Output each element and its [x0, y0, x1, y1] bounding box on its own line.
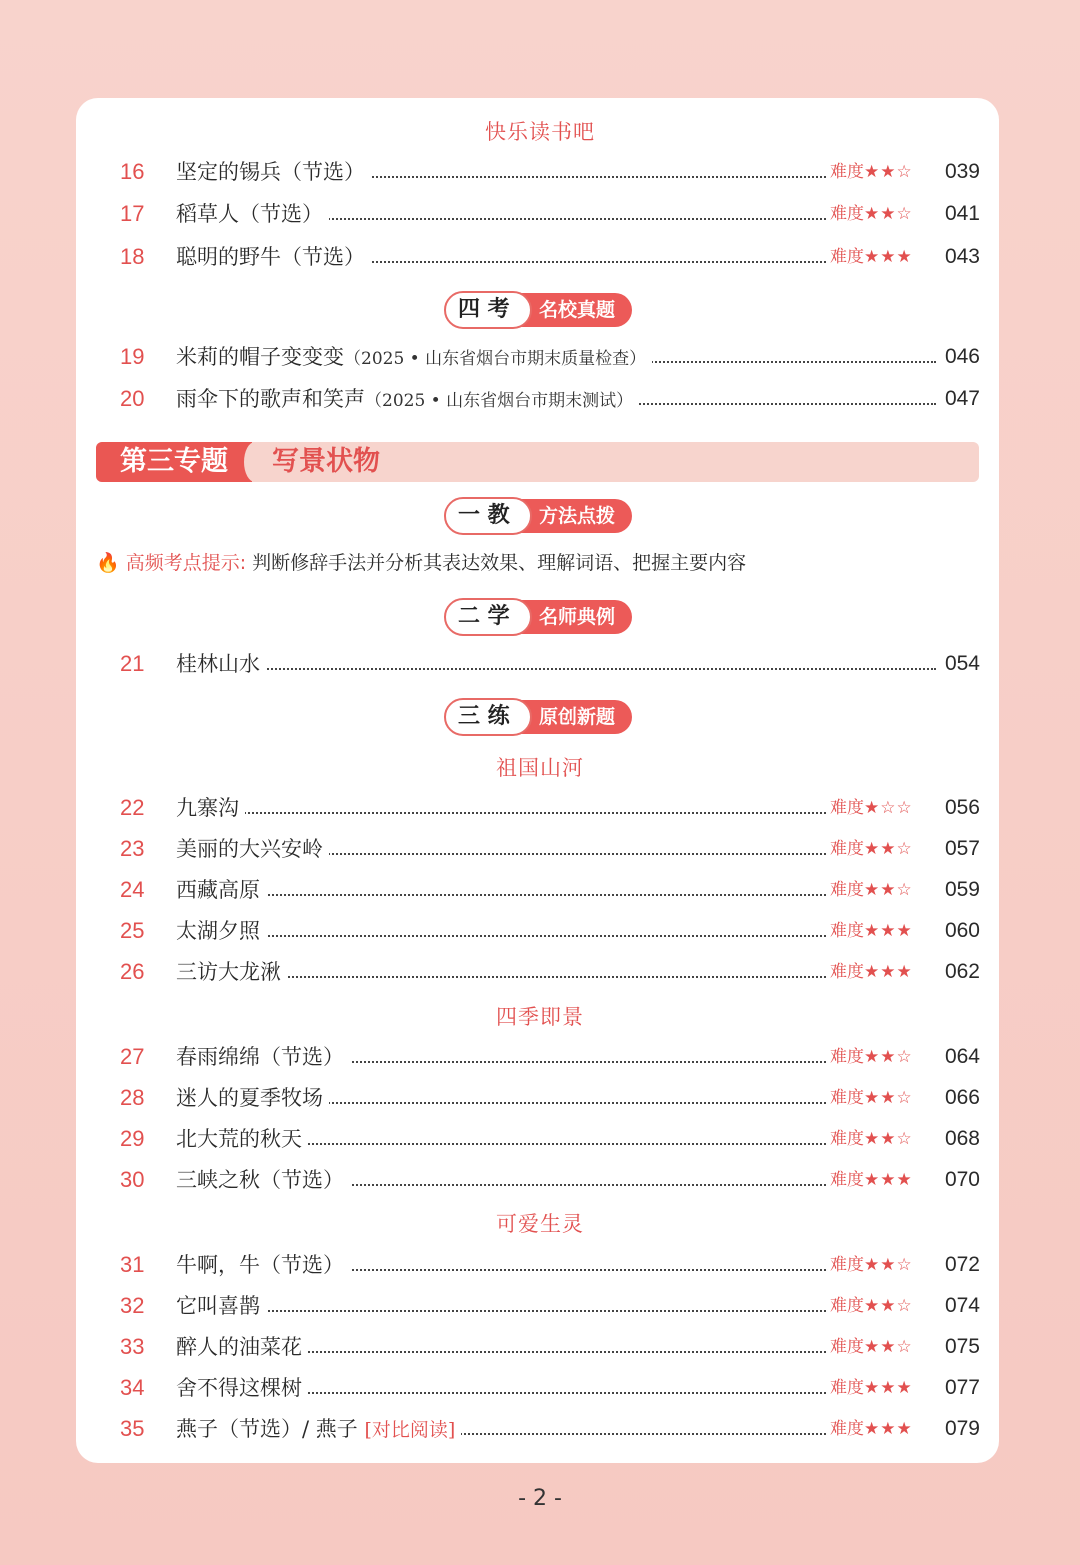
- entry-title: [176, 382, 639, 418]
- toc-entry-32[interactable]: [120, 1289, 980, 1323]
- page-ref: 059: [944, 878, 980, 901]
- star-icons: ★★☆: [864, 880, 913, 900]
- page-ref: 066: [944, 1086, 980, 1109]
- page-ref: 074: [944, 1294, 980, 1317]
- tip-text: 判断修辞手法并分析其表达效果、理解词语、把握主要内容: [252, 552, 747, 574]
- entry-number: 28: [120, 1085, 145, 1110]
- difficulty-rating: [830, 1371, 936, 1405]
- page-ref: 062: [944, 960, 980, 983]
- page-ref: 043: [944, 245, 980, 268]
- difficulty-rating: [830, 1122, 936, 1156]
- badge-left-label: 二 学: [444, 598, 532, 636]
- section-header: [96, 442, 979, 482]
- group-heading-siji: 四季即景: [496, 1005, 584, 1029]
- difficulty-label: 难度: [830, 1419, 864, 1439]
- entry-title: 九寨沟: [176, 791, 245, 825]
- star-icons: ★★★: [864, 1170, 913, 1190]
- badge-yi-jiao: [444, 497, 632, 535]
- page-ref: 077: [944, 1376, 980, 1399]
- flame-icon: 🔥: [96, 552, 120, 574]
- toc-entry-27[interactable]: [120, 1040, 980, 1074]
- difficulty-rating: [830, 1163, 936, 1197]
- star-icons: ★★☆: [864, 204, 913, 224]
- entry-title-text: 燕子（节选）/ 燕子: [176, 1417, 358, 1441]
- difficulty-rating: [830, 955, 936, 989]
- group-heading-kuaile: 快乐读书吧: [485, 120, 595, 144]
- entry-title: 它叫喜鹊: [176, 1289, 266, 1323]
- page-ref: 060: [944, 919, 980, 942]
- entry-title: 聪明的野牛（节选）: [176, 240, 371, 274]
- entry-title: 迷人的夏季牧场: [176, 1081, 329, 1115]
- toc-entry-25[interactable]: [120, 914, 980, 948]
- star-icons: ★★☆: [864, 1337, 913, 1357]
- difficulty-label: 难度: [830, 1378, 864, 1398]
- toc-entry-28[interactable]: [120, 1081, 980, 1115]
- difficulty-rating: [830, 1289, 936, 1323]
- toc-entry-29[interactable]: [120, 1122, 980, 1156]
- difficulty-rating: [830, 914, 936, 948]
- group-heading-keai: 可爱生灵: [496, 1212, 584, 1236]
- difficulty-label: 难度: [830, 880, 864, 900]
- star-icons: ★★☆: [864, 1296, 913, 1316]
- badge-er-xue: [444, 598, 632, 636]
- page-ref: 070: [944, 1168, 980, 1191]
- difficulty-label: 难度: [830, 162, 864, 182]
- page-ref: 068: [944, 1127, 980, 1150]
- entry-title: 太湖夕照: [176, 914, 266, 948]
- difficulty-rating: [830, 873, 936, 907]
- star-icons: ★★★: [864, 962, 913, 982]
- entry-title-text: 雨伞下的歌声和笑声: [176, 387, 365, 411]
- entry-title: 牛啊，牛（节选）: [176, 1248, 350, 1282]
- badge-right-label: 方法点拨: [508, 499, 632, 533]
- leader-dots: [180, 812, 826, 814]
- page-ref: 054: [944, 652, 980, 675]
- toc-entry-23[interactable]: [120, 832, 980, 866]
- toc-entry-33[interactable]: [120, 1330, 980, 1364]
- difficulty-rating: [830, 1040, 936, 1074]
- star-icons: ★★☆: [864, 839, 913, 859]
- difficulty-label: 难度: [830, 921, 864, 941]
- page-ref: 057: [944, 837, 980, 860]
- entry-number: 19: [120, 344, 145, 369]
- entry-title: [176, 340, 652, 376]
- toc-entry-35[interactable]: [120, 1412, 980, 1446]
- entry-source: （2025 • 山东省烟台市期末质量检查）: [344, 349, 647, 369]
- section-notch: [244, 442, 266, 482]
- entry-number: 33: [120, 1334, 145, 1359]
- difficulty-rating: [830, 197, 936, 231]
- entry-number: 16: [120, 159, 145, 184]
- exam-tip: [96, 548, 976, 578]
- toc-entry-34[interactable]: [120, 1371, 980, 1405]
- group-heading-zuguo: 祖国山河: [496, 756, 584, 780]
- badge-left-label: 四 考: [444, 291, 532, 329]
- star-icons: ★★★: [864, 1378, 913, 1398]
- entry-number: 26: [120, 959, 145, 984]
- section-label: 第三专题: [96, 442, 252, 482]
- toc-entry-31[interactable]: [120, 1248, 980, 1282]
- page-ref: 072: [944, 1253, 980, 1276]
- entry-title: 美丽的大兴安岭: [176, 832, 329, 866]
- difficulty-rating: [830, 1248, 936, 1282]
- entry-title: 三访大龙湫: [176, 955, 287, 989]
- difficulty-label: 难度: [830, 962, 864, 982]
- difficulty-rating: [830, 155, 936, 189]
- entry-number: 25: [120, 918, 145, 943]
- difficulty-label: 难度: [830, 1088, 864, 1108]
- entry-number: 17: [120, 201, 145, 226]
- toc-entry-17[interactable]: [120, 197, 980, 231]
- difficulty-label: 难度: [830, 247, 864, 267]
- entry-number: 35: [120, 1416, 145, 1441]
- badge-right-label: 名师典例: [508, 600, 632, 634]
- difficulty-rating: [830, 1330, 936, 1364]
- entry-number: 34: [120, 1375, 145, 1400]
- entry-number: 32: [120, 1293, 145, 1318]
- difficulty-label: 难度: [830, 204, 864, 224]
- page-number: - 2 -: [518, 1486, 562, 1511]
- entry-number: 22: [120, 795, 145, 820]
- star-icons: ★★☆: [864, 1255, 913, 1275]
- toc-entry-21[interactable]: [120, 647, 980, 681]
- toc-entry-19[interactable]: [120, 340, 980, 374]
- badge-right-label: 名校真题: [508, 293, 632, 327]
- difficulty-rating: [830, 1412, 936, 1446]
- star-icons: ★★☆: [864, 1129, 913, 1149]
- toc-entry-26[interactable]: [120, 955, 980, 989]
- difficulty-label: 难度: [830, 839, 864, 859]
- star-icons: ★★★: [864, 921, 913, 941]
- difficulty-label: 难度: [830, 1337, 864, 1357]
- entry-source: （2025 • 山东省烟台市期末测试）: [365, 391, 634, 411]
- comparison-tag: [对比阅读]: [364, 1419, 456, 1441]
- tip-label: 高频考点提示:: [125, 552, 247, 574]
- difficulty-label: 难度: [830, 1170, 864, 1190]
- entry-title: 坚定的锡兵（节选）: [176, 155, 371, 189]
- entry-title: 春雨绵绵（节选）: [176, 1040, 350, 1074]
- entry-number: 27: [120, 1044, 145, 1069]
- entry-title: 西藏高原: [176, 873, 266, 907]
- entry-title-text: 米莉的帽子变变变: [176, 345, 344, 369]
- toc-entry-16[interactable]: [120, 155, 980, 189]
- badge-left-label: 三 练: [444, 698, 532, 736]
- difficulty-label: 难度: [830, 1255, 864, 1275]
- star-icons: ★☆☆: [864, 798, 913, 818]
- entry-number: 21: [120, 651, 145, 676]
- page-ref: 064: [944, 1045, 980, 1068]
- entry-number: 23: [120, 836, 145, 861]
- entry-title: 舍不得这棵树: [176, 1371, 308, 1405]
- page-ref: 056: [944, 796, 980, 819]
- star-icons: ★★☆: [864, 1047, 913, 1067]
- page-ref: 075: [944, 1335, 980, 1358]
- entry-title: [176, 1412, 461, 1447]
- toc-entry-24[interactable]: [120, 873, 980, 907]
- difficulty-label: 难度: [830, 1296, 864, 1316]
- entry-number: 29: [120, 1126, 145, 1151]
- page-ref: 079: [944, 1417, 980, 1440]
- entry-number: 20: [120, 386, 145, 411]
- toc-entry-18[interactable]: [120, 240, 980, 274]
- badge-si-kao: [444, 291, 632, 329]
- leader-dots: [180, 935, 826, 937]
- difficulty-rating: [830, 832, 936, 866]
- difficulty-rating: [830, 791, 936, 825]
- entry-title: 稻草人（节选）: [176, 197, 329, 231]
- difficulty-rating: [830, 240, 936, 274]
- difficulty-label: 难度: [830, 798, 864, 818]
- page-ref: 046: [944, 345, 980, 368]
- entry-number: 30: [120, 1167, 145, 1192]
- entry-title: 北大荒的秋天: [176, 1122, 308, 1156]
- leader-dots: [180, 668, 936, 670]
- section-theme: 写景状物: [272, 446, 380, 477]
- page-ref: 047: [944, 387, 980, 410]
- toc-entry-30[interactable]: [120, 1163, 980, 1197]
- star-icons: ★★★: [864, 247, 913, 267]
- entry-number: 24: [120, 877, 145, 902]
- entry-title: 三峡之秋（节选）: [176, 1163, 350, 1197]
- toc-entry-22[interactable]: [120, 791, 980, 825]
- leader-dots: [180, 894, 826, 896]
- difficulty-rating: [830, 1081, 936, 1115]
- page-ref: 041: [944, 202, 980, 225]
- badge-san-lian: [444, 698, 632, 736]
- star-icons: ★★☆: [864, 1088, 913, 1108]
- toc-entry-20[interactable]: [120, 382, 980, 416]
- entry-number: 18: [120, 244, 145, 269]
- star-icons: ★★☆: [864, 162, 913, 182]
- badge-left-label: 一 教: [444, 497, 532, 535]
- star-icons: ★★★: [864, 1419, 913, 1439]
- entry-title: 醉人的油菜花: [176, 1330, 308, 1364]
- leader-dots: [180, 1310, 826, 1312]
- entry-title: 桂林山水: [176, 647, 266, 681]
- page-ref: 039: [944, 160, 980, 183]
- difficulty-label: 难度: [830, 1129, 864, 1149]
- entry-number: 31: [120, 1252, 145, 1277]
- difficulty-label: 难度: [830, 1047, 864, 1067]
- badge-right-label: 原创新题: [508, 700, 632, 734]
